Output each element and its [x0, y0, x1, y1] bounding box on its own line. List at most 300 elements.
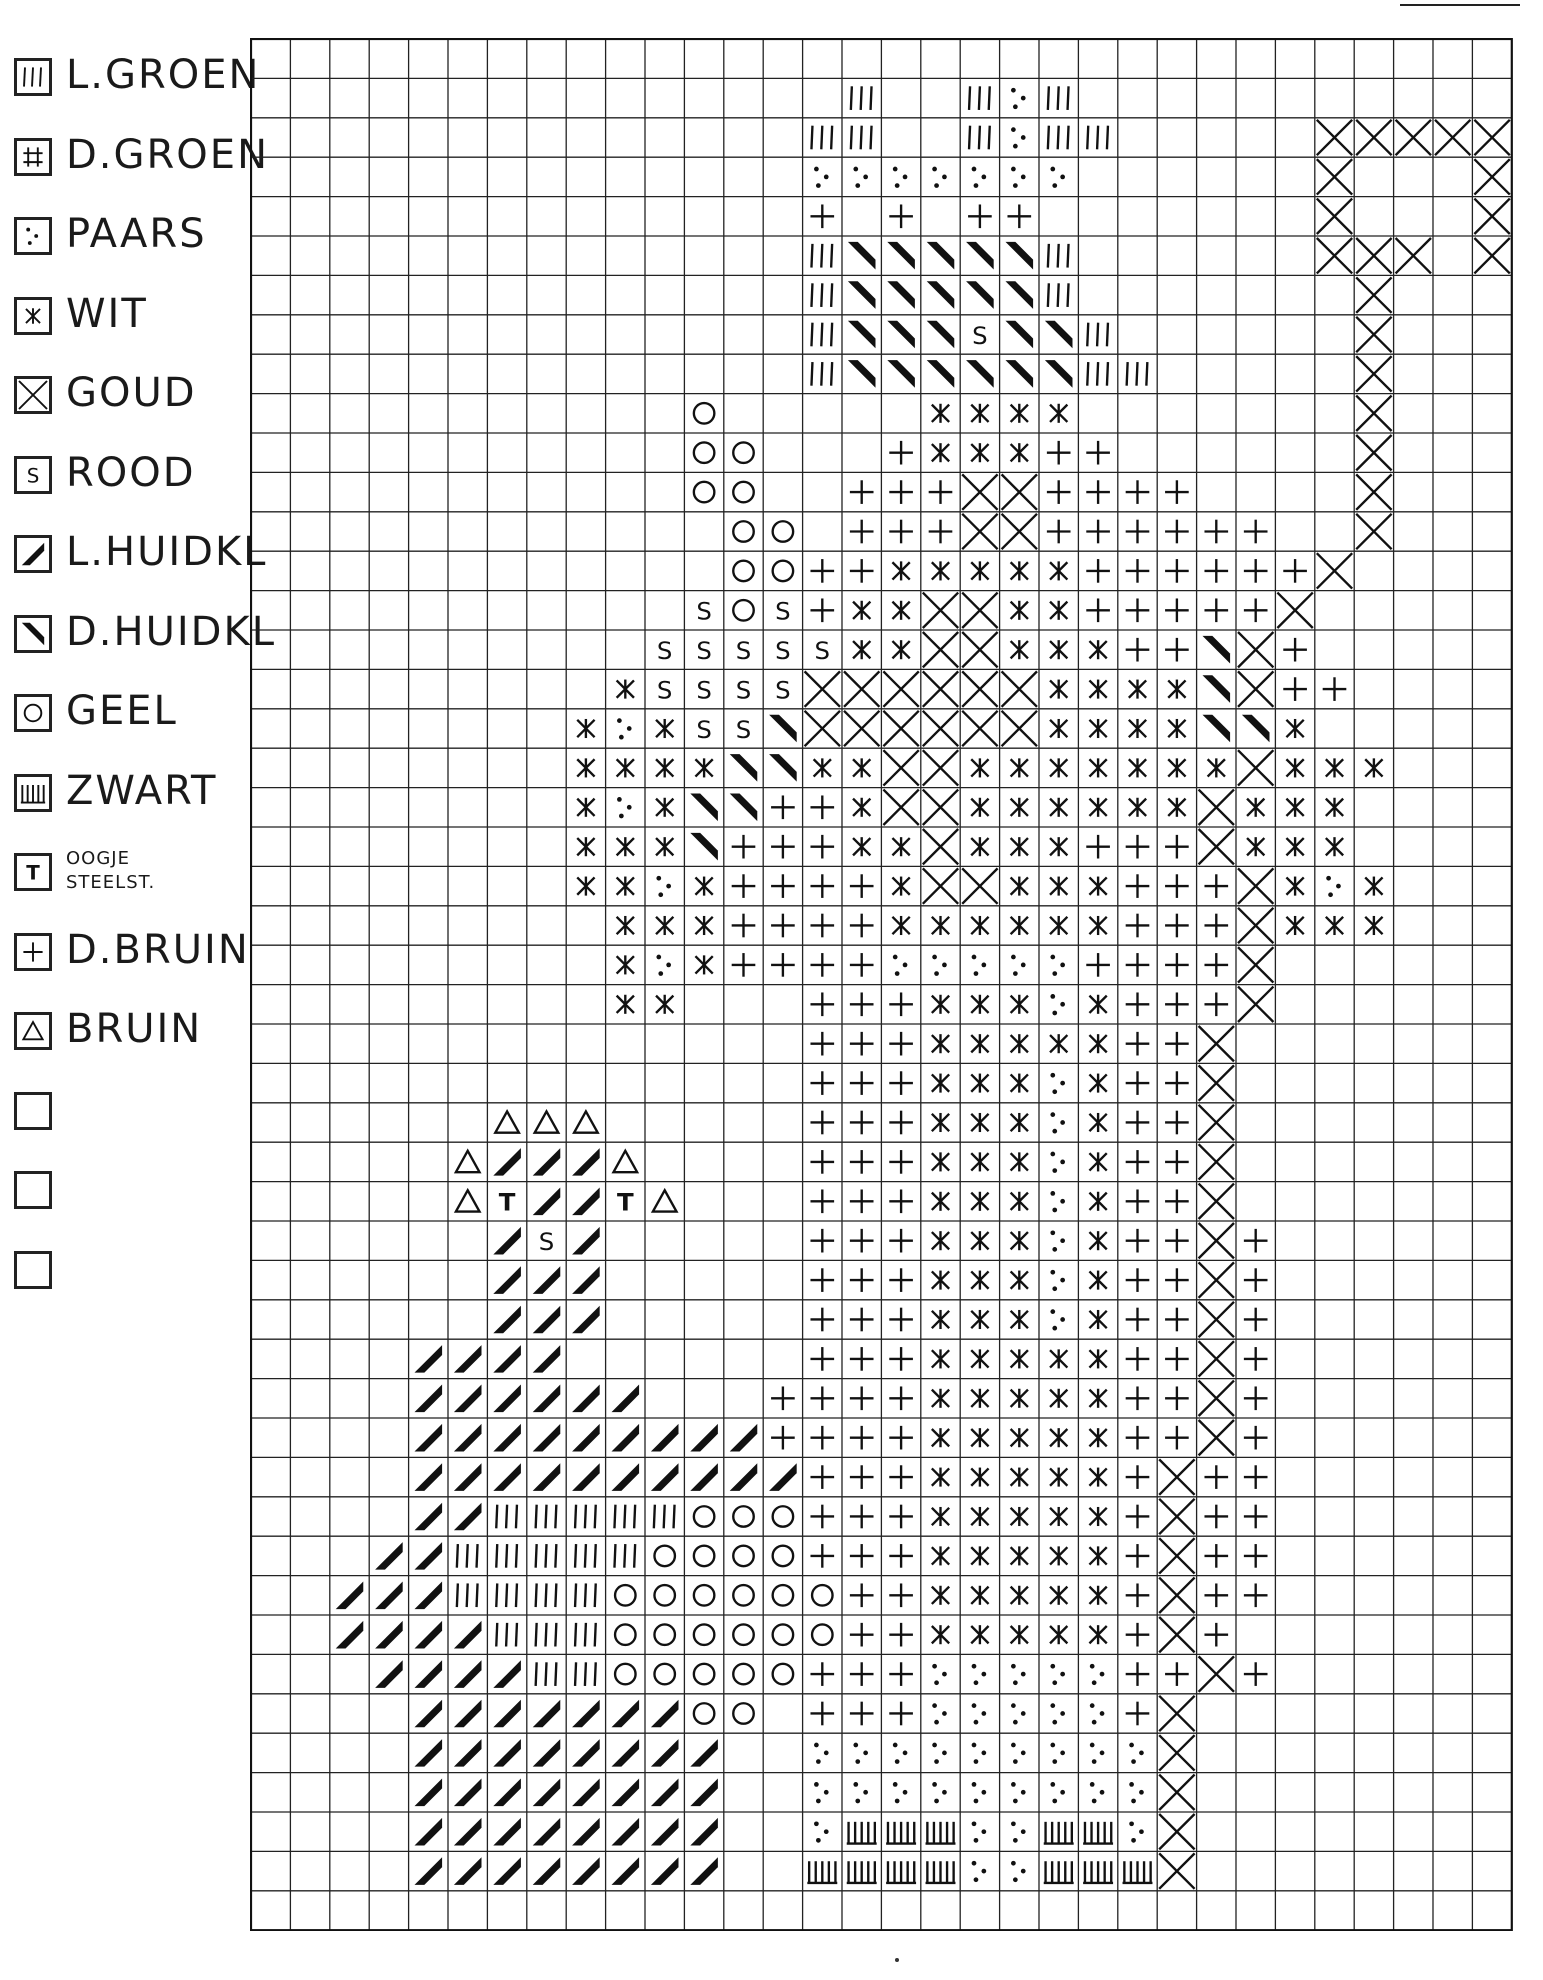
stitch-paars: [972, 1782, 987, 1803]
stitch-dhuid: [887, 360, 915, 388]
stitch-dbruin: [850, 874, 874, 898]
stitch-lhuid: [454, 1385, 482, 1413]
lhuid-symbol-icon: [14, 535, 52, 573]
legend-item: [14, 205, 250, 265]
bruin-symbol-icon: [14, 1012, 52, 1050]
stitch-wit: [1011, 916, 1028, 935]
stitch-wit: [971, 1152, 988, 1171]
stitch-lhuid: [533, 1148, 561, 1176]
stitch-wit: [1286, 798, 1303, 817]
svg-text:S: S: [696, 636, 712, 666]
stitch-wit: [1050, 1468, 1067, 1487]
stitch-dbruin: [810, 1702, 834, 1726]
stitch-dbruin: [1126, 1032, 1150, 1056]
stitch-goud: [1238, 908, 1273, 943]
stitch-dbruin: [850, 1702, 874, 1726]
stitch-wit: [971, 404, 988, 423]
stitch-rood: [539, 1227, 555, 1256]
stitch-goud: [923, 750, 958, 785]
cross-stitch-chart: [250, 38, 1513, 1931]
stitch-dbruin: [1244, 1229, 1268, 1253]
stitch-dbruin: [1126, 1662, 1150, 1686]
stitch-goud: [883, 750, 918, 785]
stitch-oogje: [617, 1188, 634, 1217]
stitch-goud: [1317, 159, 1352, 194]
stitch-wit: [971, 1389, 988, 1408]
stitch-wit: [892, 837, 909, 856]
stitch-dbruin: [1126, 1308, 1150, 1332]
empty-symbol-icon: [14, 1171, 52, 1209]
stitch-dbruin: [732, 835, 756, 859]
stitch-bruin: [613, 1151, 637, 1172]
stitch-goud: [1159, 1814, 1194, 1849]
stitch-lhuid: [730, 1463, 758, 1491]
zwart-symbol-icon: [14, 774, 52, 812]
stitch-lhuid: [651, 1463, 679, 1491]
stitch-paars: [972, 955, 987, 976]
stitch-dbruin: [1204, 1544, 1228, 1568]
stitch-lhuid: [651, 1700, 679, 1728]
stitch-wit: [1011, 1546, 1028, 1565]
stitch-paars: [1050, 994, 1065, 1015]
stitch-dbruin: [1244, 1386, 1268, 1410]
stitch-dbruin: [1165, 1032, 1189, 1056]
legend-item: [14, 1080, 250, 1140]
stitch-dbruin: [889, 992, 913, 1016]
stitch-lhuid: [454, 1857, 482, 1885]
oogje-symbol-icon: [14, 853, 52, 891]
stitch-lhuid: [493, 1818, 521, 1846]
goud-symbol-icon: [14, 376, 52, 414]
color-legend: [0, 0, 276, 1300]
stitch-wit: [1050, 561, 1067, 580]
stitch-geel: [733, 1624, 753, 1644]
stitch-dbruin: [1165, 835, 1189, 859]
stitch-lhuid: [572, 1818, 600, 1846]
legend-label: GOUD: [66, 370, 197, 416]
stitch-wit: [617, 877, 634, 896]
stitch-dhuid: [1203, 636, 1231, 664]
stitch-lhuid: [651, 1778, 679, 1806]
stitch-dbruin: [732, 874, 756, 898]
stitch-dbruin: [1204, 874, 1228, 898]
stitch-geel: [733, 1506, 753, 1526]
stitch-goud: [1199, 1184, 1234, 1219]
stitch-wit: [1089, 1625, 1106, 1644]
stitch-lhuid: [454, 1660, 482, 1688]
stitch-dbruin: [850, 1662, 874, 1686]
stitch-dbruin: [1204, 1505, 1228, 1529]
stitch-geel: [733, 1546, 753, 1566]
stitch-paars: [972, 1821, 987, 1842]
stitch-wit: [1089, 1468, 1106, 1487]
stitch-wit: [1089, 680, 1106, 699]
stitch-lgroen: [1127, 362, 1148, 386]
stitch-wit: [695, 877, 712, 896]
stitch-dbruin: [889, 1032, 913, 1056]
stitch-dbruin: [889, 1544, 913, 1568]
stitch-wit: [1050, 719, 1067, 738]
stitch-goud: [1238, 671, 1273, 706]
stitch-wit: [1089, 1074, 1106, 1093]
stitch-dbruin: [1047, 441, 1071, 465]
stitch-wit: [1011, 1113, 1028, 1132]
stitch-dbruin: [1086, 441, 1110, 465]
stitch-dhuid: [1203, 675, 1231, 703]
stitch-paars: [853, 167, 868, 188]
stitch-lhuid: [572, 1385, 600, 1413]
stitch-dbruin: [1244, 520, 1268, 544]
stitch-dbruin: [850, 953, 874, 977]
stitch-geel: [694, 1703, 714, 1723]
stitch-goud: [923, 671, 958, 706]
stitch-dbruin: [850, 1071, 874, 1095]
stitch-dbruin: [889, 1071, 913, 1095]
stitch-dbruin: [1165, 1150, 1189, 1174]
stitch-dbruin: [1165, 1308, 1189, 1332]
stitch-lhuid: [533, 1739, 561, 1767]
stitch-wit: [656, 719, 673, 738]
stitch-geel: [694, 1664, 714, 1684]
stitch-lgroen: [969, 86, 990, 110]
stitch-geel: [733, 442, 753, 462]
stitch-paars: [1050, 1664, 1065, 1685]
stitch-wit: [971, 561, 988, 580]
stitch-paars: [1050, 1309, 1065, 1330]
stitch-paars: [893, 1743, 908, 1764]
stitch-wit: [1089, 916, 1106, 935]
stitch-zwart: [1044, 1822, 1074, 1844]
stitch-dhuid: [1006, 321, 1034, 349]
stitch-dbruin: [1244, 1505, 1268, 1529]
stitch-goud: [1199, 1144, 1234, 1179]
stitch-paars: [932, 1743, 947, 1764]
stitch-lhuid: [375, 1660, 403, 1688]
stitch-wit: [971, 798, 988, 817]
stitch-geel: [733, 482, 753, 502]
stitch-zwart: [886, 1861, 916, 1883]
stitch-wit: [1089, 798, 1106, 817]
stitch-dbruin: [1126, 598, 1150, 622]
stitch-dbruin: [889, 1505, 913, 1529]
stitch-wit: [1050, 640, 1067, 659]
stitch-lhuid: [690, 1818, 718, 1846]
stitch-dbruin: [810, 1032, 834, 1056]
stitch-wit: [1286, 758, 1303, 777]
stitch-lgroen: [536, 1544, 557, 1568]
stitch-lhuid: [572, 1778, 600, 1806]
stitch-goud: [1356, 356, 1391, 391]
stitch-dbruin: [850, 914, 874, 938]
stitch-zwart: [1083, 1861, 1113, 1883]
stitch-goud: [1317, 199, 1352, 234]
stitch-dbruin: [1126, 1071, 1150, 1095]
dbruin-symbol-icon: [14, 933, 52, 971]
stitch-wit: [1168, 719, 1185, 738]
stitch-dbruin: [1126, 480, 1150, 504]
stitch-dhuid: [887, 281, 915, 309]
stitch-rood: [696, 676, 712, 705]
stitch-lhuid: [415, 1700, 443, 1728]
stitch-lhuid: [415, 1818, 443, 1846]
legend-label: GEEL: [66, 688, 178, 734]
stitch-lhuid: [415, 1739, 443, 1767]
stitch-wit: [1050, 837, 1067, 856]
stitch-wit: [932, 1271, 949, 1290]
stitch-paars: [656, 876, 671, 897]
stitch-dbruin: [889, 1623, 913, 1647]
legend-item: [14, 841, 250, 901]
stitch-lhuid: [533, 1345, 561, 1373]
stitch-dbruin: [968, 204, 992, 228]
stitch-dbruin: [1283, 638, 1307, 662]
stitch-dbruin: [810, 953, 834, 977]
stitch-dbruin: [810, 1347, 834, 1371]
stitch-lhuid: [415, 1463, 443, 1491]
stitch-dhuid: [1006, 360, 1034, 388]
stitch-wit: [932, 1625, 949, 1644]
stitch-dbruin: [1165, 1386, 1189, 1410]
stitch-dhuid: [966, 360, 994, 388]
stitch-dbruin: [1126, 1623, 1150, 1647]
stitch-dbruin: [810, 1111, 834, 1135]
stitch-lhuid: [572, 1188, 600, 1216]
stitch-dbruin: [810, 1229, 834, 1253]
stitch-dbruin: [810, 1071, 834, 1095]
stitch-dbruin: [889, 1583, 913, 1607]
stitch-bruin: [535, 1111, 559, 1132]
stitch-goud: [1238, 947, 1273, 982]
stitch-geel: [733, 1664, 753, 1684]
stitch-lhuid: [533, 1463, 561, 1491]
stitch-lgroen: [614, 1544, 635, 1568]
stitch-dbruin: [850, 559, 874, 583]
stitch-wit: [1011, 1586, 1028, 1605]
top-right-edge-mark: [1400, 4, 1520, 6]
stitch-geel: [773, 1585, 793, 1605]
stitch-paars: [1050, 1073, 1065, 1094]
stitch-wit: [1011, 758, 1028, 777]
stitch-lgroen: [1048, 86, 1069, 110]
stitch-dbruin: [889, 1426, 913, 1450]
stitch-wit: [1326, 758, 1343, 777]
stitch-wit: [617, 995, 634, 1014]
stitch-zwart: [1123, 1861, 1153, 1883]
stitch-geel: [773, 1506, 793, 1526]
stitch-goud: [1159, 1459, 1194, 1494]
stitch-goud: [1199, 1341, 1234, 1376]
stitch-dbruin: [1204, 520, 1228, 544]
legend-item: [14, 603, 276, 663]
wit-symbol-icon: [14, 297, 52, 335]
stitch-wit: [1089, 995, 1106, 1014]
stitch-dhuid: [730, 794, 758, 822]
stitch-paars: [1011, 1821, 1026, 1842]
stitch-wit: [656, 798, 673, 817]
stitch-paars: [932, 167, 947, 188]
svg-text:S: S: [656, 675, 673, 705]
stitch-wit: [932, 1034, 949, 1053]
stitch-lhuid: [493, 1266, 521, 1294]
stitch-lhuid: [375, 1621, 403, 1649]
empty-symbol-icon: [14, 1092, 52, 1130]
stitch-paars: [1011, 1782, 1026, 1803]
stitch-lhuid: [415, 1424, 443, 1452]
stitch-goud: [1474, 159, 1509, 194]
stitch-wit: [932, 443, 949, 462]
stitch-wit: [1089, 1271, 1106, 1290]
stitch-wit: [1129, 798, 1146, 817]
stitch-dbruin: [1165, 559, 1189, 583]
stitch-lhuid: [769, 1463, 797, 1491]
stitch-wit: [656, 916, 673, 935]
stitch-wit: [1168, 758, 1185, 777]
stitch-lhuid: [454, 1621, 482, 1649]
stitch-goud: [1199, 829, 1234, 864]
svg-text:S: S: [735, 714, 752, 744]
stitch-lgroen: [1048, 283, 1069, 307]
stitch-geel: [654, 1624, 674, 1644]
stitch-wit: [971, 1074, 988, 1093]
stitch-dbruin: [1165, 1229, 1189, 1253]
stitch-wit: [1089, 1231, 1106, 1250]
stitch-dbruin: [850, 1465, 874, 1489]
stitch-lhuid: [415, 1621, 443, 1649]
stitch-dbruin: [1165, 1111, 1189, 1135]
stitch-wit: [1129, 719, 1146, 738]
stitch-dhuid: [769, 715, 797, 743]
stitch-paars: [1050, 1152, 1065, 1173]
stitch-dhuid: [927, 281, 955, 309]
stitch-lhuid: [572, 1857, 600, 1885]
stitch-wit: [853, 837, 870, 856]
stitch-paars: [1090, 1743, 1105, 1764]
stitch-goud: [883, 671, 918, 706]
stitch-dbruin: [810, 795, 834, 819]
stitch-dhuid: [1242, 715, 1270, 743]
stitch-dhuid: [769, 754, 797, 782]
stitch-dbruin: [810, 992, 834, 1016]
stitch-bruin: [574, 1111, 598, 1132]
stitch-zwart: [1083, 1822, 1113, 1844]
stitch-geel: [733, 600, 753, 620]
stitch-paars: [972, 1664, 987, 1685]
stitch-goud: [1199, 1026, 1234, 1061]
stitch-paars: [617, 797, 632, 818]
stitch-wit: [971, 1034, 988, 1053]
stitch-wit: [1089, 1428, 1106, 1447]
stitch-geel: [654, 1664, 674, 1684]
stitch-dbruin: [850, 1189, 874, 1213]
stitch-goud: [1159, 1499, 1194, 1534]
stitch-paars: [617, 718, 632, 739]
stitch-paars: [814, 1782, 829, 1803]
stitch-paars: [932, 1703, 947, 1724]
stitch-dhuid: [730, 754, 758, 782]
stitch-goud: [1199, 1262, 1234, 1297]
stitch-geel: [694, 1506, 714, 1526]
stitch-wit: [1011, 1349, 1028, 1368]
stitch-dbruin: [889, 1465, 913, 1489]
stitch-goud: [844, 711, 879, 746]
stitch-wit: [1011, 1468, 1028, 1487]
stitch-lhuid: [375, 1581, 403, 1609]
stitch-dbruin: [771, 874, 795, 898]
stitch-dbruin: [1126, 835, 1150, 859]
stitch-goud: [844, 671, 879, 706]
stitch-geel: [694, 1585, 714, 1605]
stitch-lhuid: [651, 1818, 679, 1846]
stitch-geel: [694, 1546, 714, 1566]
stitch-lgroen: [1087, 126, 1108, 150]
stitch-lhuid: [336, 1621, 364, 1649]
stitch-goud: [1159, 1538, 1194, 1573]
svg-text:S: S: [775, 675, 791, 705]
stitch-dbruin: [1126, 1702, 1150, 1726]
stitch-goud: [1159, 1696, 1194, 1731]
stitch-lhuid: [533, 1778, 561, 1806]
stitch-wit: [1326, 837, 1343, 856]
stitch-lgroen: [536, 1505, 557, 1529]
stitch-wit: [1089, 1586, 1106, 1605]
stitch-goud: [1474, 238, 1509, 273]
stitch-lhuid: [572, 1266, 600, 1294]
stitch-goud: [1356, 317, 1391, 352]
stitch-wit: [1050, 1349, 1067, 1368]
stitch-dbruin: [1244, 1662, 1268, 1686]
stitch-goud: [923, 593, 958, 628]
stitch-geel: [773, 561, 793, 581]
stitch-lhuid: [572, 1424, 600, 1452]
stitch-wit: [971, 916, 988, 935]
stitch-goud: [1159, 1775, 1194, 1810]
legend-item: [14, 1239, 250, 1299]
stitch-paars: [1050, 1230, 1065, 1251]
stitch-dbruin: [771, 795, 795, 819]
svg-text:S: S: [775, 636, 791, 666]
stitch-dbruin: [810, 1465, 834, 1489]
stitch-paars: [1011, 1664, 1026, 1685]
stitch-dhuid: [1045, 321, 1073, 349]
stitch-goud: [805, 671, 840, 706]
stitch-lhuid: [415, 1385, 443, 1413]
stitch-wit: [1050, 1625, 1067, 1644]
bottom-dot-mark: [895, 1958, 899, 1962]
stitch-lhuid: [533, 1818, 561, 1846]
stitch-goud: [1199, 1381, 1234, 1416]
stitch-geel: [615, 1585, 635, 1605]
stitch-goud: [962, 671, 997, 706]
stitch-rood: [775, 597, 791, 626]
stitch-dbruin: [850, 1505, 874, 1529]
stitch-goud: [1199, 1105, 1234, 1140]
stitch-dbruin: [889, 1347, 913, 1371]
stitch-dbruin: [850, 1544, 874, 1568]
stitch-lhuid: [454, 1818, 482, 1846]
stitch-rood: [972, 321, 988, 350]
stitch-dhuid: [887, 321, 915, 349]
stitch-lhuid: [454, 1700, 482, 1728]
svg-text:S: S: [696, 596, 712, 626]
stitch-lhuid: [533, 1385, 561, 1413]
stitch-wit: [932, 404, 949, 423]
stitch-dbruin: [1086, 559, 1110, 583]
stitch-dbruin: [889, 204, 913, 228]
stitch-rood: [736, 676, 752, 705]
paars-symbol-icon: [14, 217, 52, 255]
stitch-paars: [814, 167, 829, 188]
stitch-lgroen: [811, 126, 832, 150]
